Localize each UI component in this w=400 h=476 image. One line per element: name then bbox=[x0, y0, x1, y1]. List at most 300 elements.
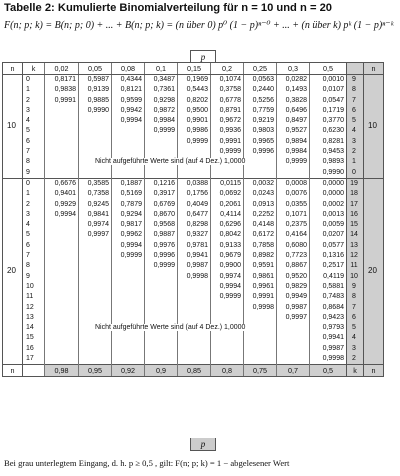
probability-cell: 0,7723 bbox=[277, 251, 310, 261]
table-row bbox=[3, 303, 384, 313]
probability-cell: 0,4344 bbox=[112, 75, 145, 86]
k-complement: 14 bbox=[347, 230, 364, 240]
probability-cell: 0,9872 bbox=[145, 106, 178, 116]
table-row bbox=[3, 230, 384, 240]
footer-blank bbox=[23, 365, 45, 377]
k-value: 10 bbox=[23, 282, 45, 292]
probability-cell: 0,9527 bbox=[277, 126, 310, 136]
footer-n: n bbox=[3, 365, 23, 377]
probability-cell: 0,9817 bbox=[112, 220, 145, 230]
probability-cell: 0,1216 bbox=[145, 178, 178, 189]
probability-cell: 0,9965 bbox=[244, 137, 277, 147]
n-value: 10 bbox=[3, 75, 23, 179]
probability-cell: 0,5256 bbox=[244, 96, 277, 106]
header-p-value: 0,5 bbox=[310, 63, 347, 75]
probability-cell: 0,9803 bbox=[244, 126, 277, 136]
k-complement: 3 bbox=[347, 137, 364, 147]
table-row bbox=[3, 261, 384, 271]
probability-cell: 0,9298 bbox=[145, 96, 178, 106]
probability-cell bbox=[178, 303, 211, 313]
probability-cell: 0,9994 bbox=[112, 241, 145, 251]
probability-cell: 0,9139 bbox=[79, 85, 112, 95]
probability-cell: 0,9900 bbox=[211, 261, 244, 271]
footer-p-value: 0,92 bbox=[112, 365, 145, 377]
header-p-value: 0,3 bbox=[277, 63, 310, 75]
probability-cell: 0,5881 bbox=[310, 282, 347, 292]
probability-cell bbox=[79, 272, 112, 282]
probability-cell: 0,9781 bbox=[178, 241, 211, 251]
probability-cell: 0,9998 bbox=[178, 272, 211, 282]
probability-cell: 0,8670 bbox=[145, 210, 178, 220]
probability-cell: 0,6496 bbox=[277, 106, 310, 116]
probability-cell: 0,9245 bbox=[79, 200, 112, 210]
probability-cell bbox=[211, 333, 244, 343]
k-value: 11 bbox=[23, 292, 45, 302]
probability-cell bbox=[211, 168, 244, 179]
k-value: 12 bbox=[23, 303, 45, 313]
probability-cell: 0,8298 bbox=[178, 220, 211, 230]
probability-cell: 0,9885 bbox=[79, 96, 112, 106]
probability-cell bbox=[45, 261, 79, 271]
probability-cell: 0,2061 bbox=[211, 200, 244, 210]
probability-cell: 0,9987 bbox=[178, 261, 211, 271]
probability-cell: 0,9929 bbox=[45, 200, 79, 210]
probability-cell: 0,4049 bbox=[178, 200, 211, 210]
probability-cell: 0,9997 bbox=[79, 230, 112, 240]
probability-cell bbox=[112, 344, 145, 354]
k-value: 8 bbox=[23, 157, 45, 167]
k-complement: 11 bbox=[347, 261, 364, 271]
probability-cell: 0,0388 bbox=[178, 178, 211, 189]
k-complement: 3 bbox=[347, 344, 364, 354]
probability-cell: 0,6769 bbox=[145, 200, 178, 210]
header-p-value: 0,2 bbox=[211, 63, 244, 75]
probability-cell bbox=[45, 313, 79, 323]
probability-cell bbox=[45, 157, 79, 167]
probability-cell: 0,9974 bbox=[79, 220, 112, 230]
k-value: 4 bbox=[23, 220, 45, 230]
probability-cell: 0,0013 bbox=[310, 210, 347, 220]
probability-cell bbox=[79, 168, 112, 179]
table-header-row bbox=[3, 63, 384, 75]
probability-cell bbox=[79, 354, 112, 365]
probability-cell: 0,9990 bbox=[310, 168, 347, 179]
probability-cell: 0,0076 bbox=[277, 189, 310, 199]
table-row bbox=[3, 210, 384, 220]
k-value: 3 bbox=[23, 106, 45, 116]
probability-cell: 0,9999 bbox=[211, 292, 244, 302]
k-value: 1 bbox=[23, 189, 45, 199]
probability-cell bbox=[45, 333, 79, 343]
k-value: 17 bbox=[23, 354, 45, 365]
footer-p-value: 0,85 bbox=[178, 365, 211, 377]
probability-cell bbox=[112, 313, 145, 323]
probability-cell bbox=[45, 282, 79, 292]
probability-cell: 0,0207 bbox=[310, 230, 347, 240]
footer-p-value: 0,95 bbox=[79, 365, 112, 377]
probability-cell bbox=[79, 292, 112, 302]
probability-cell bbox=[178, 344, 211, 354]
k-value: 13 bbox=[23, 313, 45, 323]
k-complement: 7 bbox=[347, 96, 364, 106]
probability-cell: 0,0913 bbox=[244, 200, 277, 210]
probability-cell: 0,8281 bbox=[310, 137, 347, 147]
k-value: 5 bbox=[23, 230, 45, 240]
probability-cell bbox=[45, 241, 79, 251]
probability-cell: 0,9520 bbox=[277, 272, 310, 282]
probability-cell: 0,3487 bbox=[145, 75, 178, 86]
table-row bbox=[3, 333, 384, 343]
probability-cell: 0,9401 bbox=[45, 189, 79, 199]
k-complement: 13 bbox=[347, 241, 364, 251]
probability-cell bbox=[145, 147, 178, 157]
probability-cell bbox=[45, 344, 79, 354]
probability-cell: 0,9999 bbox=[178, 137, 211, 147]
probability-cell: 0,9219 bbox=[244, 116, 277, 126]
k-value: 7 bbox=[23, 251, 45, 261]
probability-cell: 0,9999 bbox=[145, 126, 178, 136]
probability-cell bbox=[277, 168, 310, 179]
footer-note: Bei grau unterlegtem Eingang, d. h. p ≥ 0,5 , gilt: F(n; p; k) = 1 − abgelesener Wert bbox=[4, 458, 290, 468]
probability-cell: 0,0107 bbox=[310, 85, 347, 95]
probability-cell bbox=[112, 168, 145, 179]
probability-cell: 0,1074 bbox=[211, 75, 244, 86]
k-complement: 17 bbox=[347, 200, 364, 210]
probability-cell bbox=[244, 323, 277, 333]
header-p-value: 0,1 bbox=[145, 63, 178, 75]
probability-cell bbox=[79, 282, 112, 292]
probability-cell bbox=[145, 272, 178, 282]
probability-cell: 0,9987 bbox=[277, 303, 310, 313]
k-value: 6 bbox=[23, 241, 45, 251]
table-footer-row bbox=[3, 365, 384, 377]
probability-cell bbox=[211, 303, 244, 313]
probability-cell: 0,9974 bbox=[211, 272, 244, 282]
probability-cell: 0,9294 bbox=[112, 210, 145, 220]
probability-cell bbox=[145, 292, 178, 302]
probability-cell: 0,9961 bbox=[244, 282, 277, 292]
n-value-gray: 10 bbox=[364, 75, 384, 179]
probability-cell bbox=[45, 116, 79, 126]
table-row bbox=[3, 147, 384, 157]
probability-cell: 0,9133 bbox=[211, 241, 244, 251]
probability-cell: 0,9829 bbox=[277, 282, 310, 292]
k-value: 5 bbox=[23, 126, 45, 136]
probability-cell: 0,9991 bbox=[45, 96, 79, 106]
probability-cell bbox=[45, 220, 79, 230]
table-row bbox=[3, 220, 384, 230]
header-p-value: 0,05 bbox=[79, 63, 112, 75]
k-complement: 5 bbox=[347, 323, 364, 333]
probability-cell: 0,9793 bbox=[310, 323, 347, 333]
k-value: 6 bbox=[23, 137, 45, 147]
probability-cell: 0,1316 bbox=[310, 251, 347, 261]
k-complement: 9 bbox=[347, 75, 364, 86]
probability-cell: 0,2252 bbox=[244, 210, 277, 220]
probability-cell: 0,9997 bbox=[277, 313, 310, 323]
p-footer-label: p bbox=[190, 438, 216, 451]
probability-cell bbox=[244, 354, 277, 365]
probability-cell bbox=[79, 116, 112, 126]
probability-cell: 0,9838 bbox=[45, 85, 79, 95]
probability-cell bbox=[145, 313, 178, 323]
probability-cell bbox=[45, 137, 79, 147]
probability-cell: 0,4114 bbox=[211, 210, 244, 220]
table-row bbox=[3, 96, 384, 106]
k-complement: 9 bbox=[347, 282, 364, 292]
probability-cell: 0,0692 bbox=[211, 189, 244, 199]
probability-cell: 0,9679 bbox=[211, 251, 244, 261]
probability-cell bbox=[79, 313, 112, 323]
footer-p-value: 0,8 bbox=[211, 365, 244, 377]
probability-cell: 0,4148 bbox=[244, 220, 277, 230]
table-row bbox=[3, 354, 384, 365]
probability-cell bbox=[145, 282, 178, 292]
probability-cell bbox=[79, 147, 112, 157]
probability-cell: 0,0243 bbox=[244, 189, 277, 199]
k-complement: 6 bbox=[347, 106, 364, 116]
probability-cell: 0,1493 bbox=[277, 85, 310, 95]
probability-cell: 0,9599 bbox=[112, 96, 145, 106]
probability-cell bbox=[45, 251, 79, 261]
probability-cell bbox=[112, 261, 145, 271]
probability-cell bbox=[79, 137, 112, 147]
probability-cell: 0,0547 bbox=[310, 96, 347, 106]
probability-cell bbox=[145, 354, 178, 365]
probability-cell: 0,5169 bbox=[112, 189, 145, 199]
table-row bbox=[3, 137, 384, 147]
probability-cell bbox=[112, 354, 145, 365]
probability-cell: 0,5443 bbox=[178, 85, 211, 95]
probability-cell bbox=[178, 354, 211, 365]
probability-cell: 0,6172 bbox=[244, 230, 277, 240]
probability-cell: 0,3758 bbox=[211, 85, 244, 95]
probability-cell: 0,4164 bbox=[277, 230, 310, 240]
probability-cell: 0,0032 bbox=[244, 178, 277, 189]
probability-cell: 0,9861 bbox=[244, 272, 277, 282]
probability-cell: 0,9942 bbox=[112, 106, 145, 116]
probability-cell: 0,0000 bbox=[310, 178, 347, 189]
k-complement: 6 bbox=[347, 313, 364, 323]
probability-cell: 0,9591 bbox=[244, 261, 277, 271]
probability-cell: 0,9500 bbox=[178, 106, 211, 116]
k-complement: 15 bbox=[347, 220, 364, 230]
table-row bbox=[3, 292, 384, 302]
probability-cell bbox=[79, 261, 112, 271]
k-complement: 0 bbox=[347, 168, 364, 179]
probability-cell: 0,9999 bbox=[145, 261, 178, 271]
probability-cell: 0,9990 bbox=[79, 106, 112, 116]
probability-cell: 0,9996 bbox=[145, 251, 178, 261]
probability-cell bbox=[79, 126, 112, 136]
probability-cell: 0,2440 bbox=[244, 85, 277, 95]
probability-cell: 0,7858 bbox=[244, 241, 277, 251]
footer-p-value: 0,75 bbox=[244, 365, 277, 377]
probability-cell bbox=[145, 333, 178, 343]
probability-cell: 0,6080 bbox=[277, 241, 310, 251]
probability-cell: 0,9949 bbox=[277, 292, 310, 302]
k-value: 15 bbox=[23, 333, 45, 343]
probability-cell: 0,3917 bbox=[145, 189, 178, 199]
header-p-value: 0,25 bbox=[244, 63, 277, 75]
k-complement: 19 bbox=[347, 178, 364, 189]
probability-cell: 0,0355 bbox=[277, 200, 310, 210]
probability-cell bbox=[277, 344, 310, 354]
probability-cell bbox=[112, 303, 145, 313]
probability-cell: 0,8867 bbox=[277, 261, 310, 271]
probability-cell bbox=[45, 168, 79, 179]
k-complement: 18 bbox=[347, 189, 364, 199]
k-complement: 1 bbox=[347, 157, 364, 167]
probability-cell: 0,1071 bbox=[277, 210, 310, 220]
probability-cell bbox=[112, 333, 145, 343]
probability-cell: 0,6778 bbox=[211, 96, 244, 106]
k-complement: 2 bbox=[347, 147, 364, 157]
k-value: 4 bbox=[23, 116, 45, 126]
table-row bbox=[3, 344, 384, 354]
table-row bbox=[3, 189, 384, 199]
k-complement: 10 bbox=[347, 272, 364, 282]
probability-cell: 0,1719 bbox=[310, 106, 347, 116]
probability-cell: 0,0059 bbox=[310, 220, 347, 230]
footer-n-gray: n bbox=[364, 365, 384, 377]
probability-cell: 0,8791 bbox=[211, 106, 244, 116]
probability-cell bbox=[244, 157, 277, 167]
header-k-gray bbox=[347, 63, 364, 75]
probability-cell bbox=[178, 333, 211, 343]
footer-p-value: 0,5 bbox=[310, 365, 347, 377]
probability-cell: 0,7759 bbox=[244, 106, 277, 116]
probability-cell: 0,9941 bbox=[310, 333, 347, 343]
probability-cell bbox=[45, 292, 79, 302]
footer-p-value: 0,98 bbox=[45, 365, 79, 377]
probability-cell: 0,9991 bbox=[244, 292, 277, 302]
page-title: Tabelle 2: Kumulierte Binomialverteilung für n = 10 und n = 20 bbox=[4, 2, 333, 14]
k-complement: 8 bbox=[347, 85, 364, 95]
probability-cell bbox=[79, 303, 112, 313]
k-value: 0 bbox=[23, 75, 45, 86]
k-complement: 16 bbox=[347, 210, 364, 220]
probability-cell: 0,9998 bbox=[310, 354, 347, 365]
probability-cell bbox=[277, 354, 310, 365]
probability-cell bbox=[244, 168, 277, 179]
probability-cell bbox=[45, 323, 79, 333]
probability-cell: 0,9991 bbox=[211, 137, 244, 147]
probability-cell: 0,9984 bbox=[145, 116, 178, 126]
probability-cell: 0,9999 bbox=[277, 157, 310, 167]
k-value: 2 bbox=[23, 96, 45, 106]
probability-cell: 0,9998 bbox=[244, 303, 277, 313]
probability-cell bbox=[112, 147, 145, 157]
probability-cell bbox=[145, 168, 178, 179]
probability-cell: 0,0563 bbox=[244, 75, 277, 86]
probability-cell: 0,6296 bbox=[211, 220, 244, 230]
probability-cell bbox=[112, 292, 145, 302]
probability-cell: 0,9936 bbox=[211, 126, 244, 136]
probability-cell: 0,9999 bbox=[211, 147, 244, 157]
probability-cell: 0,9984 bbox=[277, 147, 310, 157]
header-k: k bbox=[23, 63, 45, 75]
k-value: 3 bbox=[23, 210, 45, 220]
k-complement: 8 bbox=[347, 292, 364, 302]
k-complement: 4 bbox=[347, 126, 364, 136]
probability-cell: 0,9987 bbox=[310, 344, 347, 354]
probability-cell bbox=[178, 282, 211, 292]
n-value-gray: 20 bbox=[364, 178, 384, 364]
probability-cell bbox=[244, 344, 277, 354]
p-header-label: p bbox=[190, 50, 216, 63]
footer-k: k bbox=[347, 365, 364, 377]
table-row bbox=[3, 282, 384, 292]
probability-cell bbox=[112, 137, 145, 147]
probability-cell: 0,9999 bbox=[112, 251, 145, 261]
probability-cell: 0,9994 bbox=[45, 210, 79, 220]
probability-cell: 0,1969 bbox=[178, 75, 211, 86]
probability-cell: 0,2375 bbox=[277, 220, 310, 230]
probability-cell: 0,9996 bbox=[244, 147, 277, 157]
probability-cell: 0,4119 bbox=[310, 272, 347, 282]
formula: F(n; p; k) = B(n; p; 0) + ... + B(n; p; k) = (n über 0) p⁰ (1 − p)ⁿ⁻⁰ + ... + (n über k) pᵏ (1 − p)ⁿ⁻ᵏ bbox=[4, 20, 394, 31]
table-row bbox=[3, 126, 384, 136]
k-value: 7 bbox=[23, 147, 45, 157]
note-untabulated: Nicht aufgeführte Werte sind (auf 4 Dez.) 1,0000 bbox=[95, 324, 246, 331]
probability-cell: 0,9423 bbox=[310, 313, 347, 323]
probability-cell bbox=[244, 313, 277, 323]
probability-cell: 0,0577 bbox=[310, 241, 347, 251]
probability-cell bbox=[45, 230, 79, 240]
probability-cell: 0,8497 bbox=[277, 116, 310, 126]
k-complement: 7 bbox=[347, 303, 364, 313]
probability-cell bbox=[211, 344, 244, 354]
probability-cell bbox=[244, 333, 277, 343]
probability-cell: 0,9941 bbox=[178, 251, 211, 261]
probability-cell: 0,0008 bbox=[277, 178, 310, 189]
probability-cell: 0,9568 bbox=[145, 220, 178, 230]
probability-cell: 0,0282 bbox=[277, 75, 310, 86]
probability-cell: 0,9841 bbox=[79, 210, 112, 220]
k-value: 9 bbox=[23, 168, 45, 179]
probability-cell: 0,8171 bbox=[45, 75, 79, 86]
probability-cell: 0,8982 bbox=[244, 251, 277, 261]
k-complement: 4 bbox=[347, 333, 364, 343]
k-complement: 5 bbox=[347, 116, 364, 126]
footer-p-value: 0,7 bbox=[277, 365, 310, 377]
probability-cell bbox=[112, 272, 145, 282]
probability-cell: 0,7483 bbox=[310, 292, 347, 302]
k-value: 0 bbox=[23, 178, 45, 189]
probability-cell: 0,9994 bbox=[112, 116, 145, 126]
table-row bbox=[3, 272, 384, 282]
probability-cell bbox=[178, 168, 211, 179]
probability-cell bbox=[45, 272, 79, 282]
probability-cell: 0,9894 bbox=[277, 137, 310, 147]
probability-cell: 0,3770 bbox=[310, 116, 347, 126]
header-p-value: 0,15 bbox=[178, 63, 211, 75]
probability-cell bbox=[112, 282, 145, 292]
k-value: 16 bbox=[23, 344, 45, 354]
probability-cell: 0,9327 bbox=[178, 230, 211, 240]
k-value: 8 bbox=[23, 261, 45, 271]
probability-cell: 0,0002 bbox=[310, 200, 347, 210]
header-p-value: 0,08 bbox=[112, 63, 145, 75]
probability-cell bbox=[79, 333, 112, 343]
probability-cell bbox=[145, 137, 178, 147]
probability-cell bbox=[145, 344, 178, 354]
probability-cell: 0,9672 bbox=[211, 116, 244, 126]
table-row bbox=[3, 178, 384, 189]
probability-cell bbox=[45, 303, 79, 313]
probability-cell: 0,9994 bbox=[211, 282, 244, 292]
